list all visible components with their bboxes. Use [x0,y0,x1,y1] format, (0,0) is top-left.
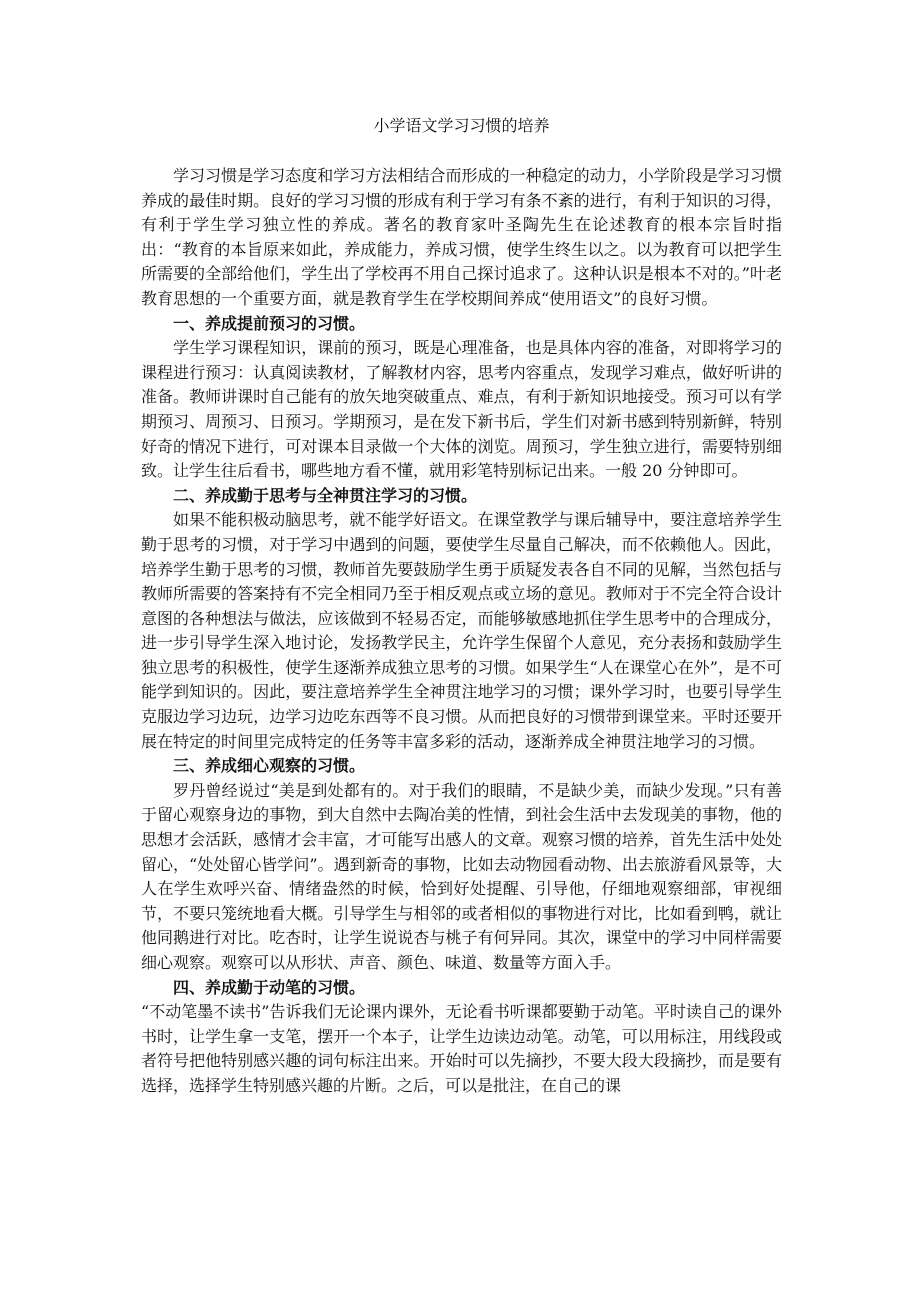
section-3-body: 罗丹曾经说过“美是到处都有的。对于我们的眼睛，不是缺少美，而缺少发现。”只有善于留心观察身边的事物，到大自然中去陶冶美的性情，到社会生活中去发现美的事物，他的思想才会活跃，感情才会丰富，才可能写出感人的文章。观察习惯的培养，首先生活中处处留心，“处处留心皆学问”。遇到新奇的事物，比如去动物园看动物、出去旅游看风景等，大人在学生欢呼兴奋、情绪盎然的时候，恰到好处提醒、引导他，仔细地观察细部，审视细节，不要只笼统地看大概。引导学生与相邻的或者相似的事物进行对比，比如看到鸭，就让他同鹅进行对比。吃杏时，让学生说说杏与桃子有何异同。其次，课堂中的学习中同样需要细心观察。观察可以从形状、声音、颜色、味道、数量等方面入手。 [141,780,782,972]
section-3-heading: 三、养成细心观察的习惯。 [173,756,366,776]
section-1-heading: 一、养成提前预习的习惯。 [173,313,366,333]
section-2-heading: 二、养成勤于思考与全神贯注学习的习惯。 [173,485,478,505]
section-1-body: 学生学习课程知识，课前的预习，既是心理准备，也是具体内容的准备，对即将学习的课程进行预习：认真阅读教材，了解教材内容，思考内容重点，发现学习难点，做好听讲的准备。教师讲课时自己能有的放矢地突破重点、难点，有利于新知识地接受。预习可以有学期预习、周预习、日预习。学期预习，是在发下新书后，学生们对新书感到特别新鲜，特别好奇的情况下进行，可对课本目录做一个大体的浏览。周预习，学生独立进行，需要特别细致。让学生往后看书，哪些地方看不懂，就用彩笔特别标记出来。一般 20 分钟即可。 [141,338,782,481]
section-4-body: “不动笔墨不读书”告诉我们无论课内课外，无论看书听课都要勤于动笔。平时读自己的课外书时，让学生拿一支笔，摆开一个本子，让学生边读边动笔。动笔，可以用标注，用线段或者符号把他特别感兴趣的词句标注出来。开始时可以先摘抄，不要大段大段摘抄，而是要有选择，选择学生特别感兴趣的片断。之后，可以是批注，在自己的课 [141,1002,782,1095]
document-page [141,114,782,1099]
section-4-heading: 四、养成勤于动笔的习惯。 [173,977,366,997]
section-2-body: 如果不能积极动脑思考，就不能学好语文。在课堂教学与课后辅导中，要注意培养学生勤于思考的习惯，对于学习中遇到的问题，要使学生尽量自己解决，而不依赖他人。因此，培养学生勤于思考的习惯，教师首先要鼓励学生勇于质疑发表各自不同的见解，当然包括与教师所需要的答案持有不完全相同乃至于相反观点或立场的意见。教师对于不完全符合设计意图的各种想法与做法，应该做到不轻易否定，而能够敏感地抓住学生思考中的合理成分，进一步引导学生深入地讨论，发扬教学民主，允许学生保留个人意见，充分表扬和鼓励学生独立思考的积极性，使学生逐渐养成独立思考的习惯。如果学生“人在课堂心在外”，是不可能学到知识的。因此，要注意培养学生全神贯注地学习的习惯；课外学习时，也要引导学生克服边学习边玩，边学习边吃东西等不良习惯。从而把良好的习惯带到课堂来。平时还要开展在特定的时间里完成特定的任务等丰富多彩的活动，逐渐养成全神贯注地学习的习惯。 [141,510,782,751]
document-title: 小学语文学习习惯的培养 [373,116,550,135]
intro-paragraph: 学习习惯是学习态度和学习方法相结合而形成的一种稳定的动力，小学阶段是学习习惯养成的最佳时期。良好的学习习惯的形成有利于学习有条不紊的进行，有利于知识的习得，有利于学生学习独立性的养成。著名的教育家叶圣陶先生在论述教育的根本宗旨时指出：“教育的本旨原来如此，养成能力，养成习惯，使学生终生以之。以为教育可以把学生所需要的全部给他们，学生出了学校再不用自己探讨追求了。这种认识是根本不对的。”叶老教育思想的一个重要方面，就是教育学生在学校期间养成“使用语文”的良好习惯。 [141,166,782,308]
